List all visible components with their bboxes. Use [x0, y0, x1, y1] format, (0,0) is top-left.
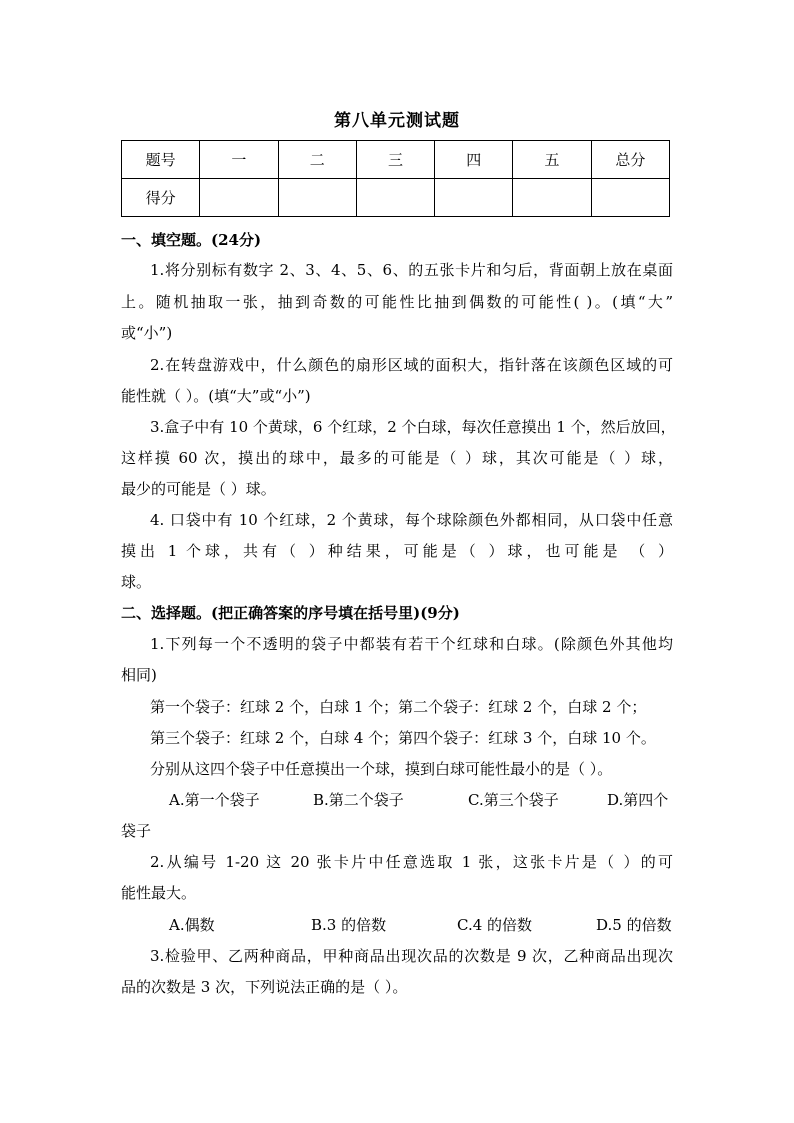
question-line: 或“小”)	[121, 324, 173, 342]
question-line: 3.盒子中有 10 个黄球，6 个红球，2 个白球，每次任意摸出 1 个，然后放回，	[150, 418, 676, 436]
score-input-cell[interactable]	[435, 179, 513, 217]
question-line: 相同)	[121, 666, 157, 684]
score-input-cell[interactable]	[591, 179, 669, 217]
question-line: 上。随机抽取一张，抽到奇数的可能性比抽到偶数的可能性( )。(填“大”	[121, 293, 673, 311]
table-cell: 总分	[591, 141, 669, 179]
page-title: 第八单元测试题	[334, 111, 460, 131]
score-input-cell[interactable]	[513, 179, 591, 217]
question-line: 第三个袋子：红球 2 个，白球 4 个；第四个袋子：红球 3 个，白球 10 个。	[150, 729, 656, 747]
table-cell: 五	[513, 141, 591, 179]
question-line: 这样摸 60 次，摸出的球中，最多的可能是（ ）球，其次可能是（ ）球，	[121, 449, 673, 467]
question-line: 分别从这四个袋子中任意摸出一个球，摸到白球可能性最小的是（ ）。	[150, 760, 613, 778]
option-a: A.第一个袋子	[169, 791, 260, 809]
question-line: 2.从编号 1-20 这 20 张卡片中任意选取 1 张，这张卡片是（ ）的可	[150, 853, 673, 871]
question-line: 能性就（ ）。(填“大”或“小”)	[121, 387, 311, 405]
question-line: 最少的可能是（ ）球。	[121, 480, 276, 498]
question-line: 能性最大。	[121, 884, 197, 902]
table-cell: 二	[278, 141, 356, 179]
section-heading: 一、填空题。(24分)	[121, 231, 262, 249]
table-cell: 一	[200, 141, 278, 179]
option-c: C.第三个袋子	[468, 791, 559, 809]
question-line: 1.下列每一个不透明的袋子中都装有若干个红球和白球。(除颜色外其他均	[150, 635, 673, 653]
option-c: C.4 的倍数	[457, 916, 533, 934]
question-line: 1.将分别标有数字 2、3、4、5、6、的五张卡片和匀后，背面朝上放在桌面	[150, 261, 673, 279]
question-line: 品的次数是 3 次，下列说法正确的是（ ）。	[121, 978, 408, 996]
question-line: 第一个袋子：红球 2 个，白球 1 个；第二个袋子：红球 2 个，白球 2 个；	[150, 698, 647, 716]
option-d: D.5 的倍数	[596, 916, 672, 934]
question-line: 2.在转盘游戏中，什么颜色的扇形区域的面积大，指针落在该颜色区域的可	[150, 356, 673, 374]
option-a: A.偶数	[169, 916, 215, 934]
table-cell: 三	[356, 141, 434, 179]
table-row	[122, 141, 670, 179]
question-line: 3.检验甲、乙两种商品，甲种商品出现次品的次数是 9 次，乙种商品出现次	[150, 947, 673, 965]
question-line: 袋子	[121, 822, 152, 840]
score-input-cell[interactable]	[200, 179, 278, 217]
score-input-cell[interactable]	[356, 179, 434, 217]
question-line: 球。	[121, 573, 152, 591]
score-table	[121, 140, 670, 217]
question-line: 4. 口袋中有 10 个红球，2 个黄球，每个球除颜色外都相同，从口袋中任意	[150, 511, 673, 529]
question-line: 摸出 1 个球，共有（ ）种结果，可能是（ ）球，也可能是 （ ）	[121, 542, 673, 560]
table-cell: 题号	[122, 141, 200, 179]
table-cell: 得分	[122, 179, 200, 217]
table-cell: 四	[435, 141, 513, 179]
table-row	[122, 179, 670, 217]
option-b: B.3 的倍数	[311, 916, 387, 934]
option-d: D.第四个	[607, 791, 669, 809]
score-input-cell[interactable]	[278, 179, 356, 217]
option-b: B.第二个袋子	[313, 791, 404, 809]
section-heading: 二、选择题。(把正确答案的序号填在括号里)(9分)	[121, 604, 460, 622]
